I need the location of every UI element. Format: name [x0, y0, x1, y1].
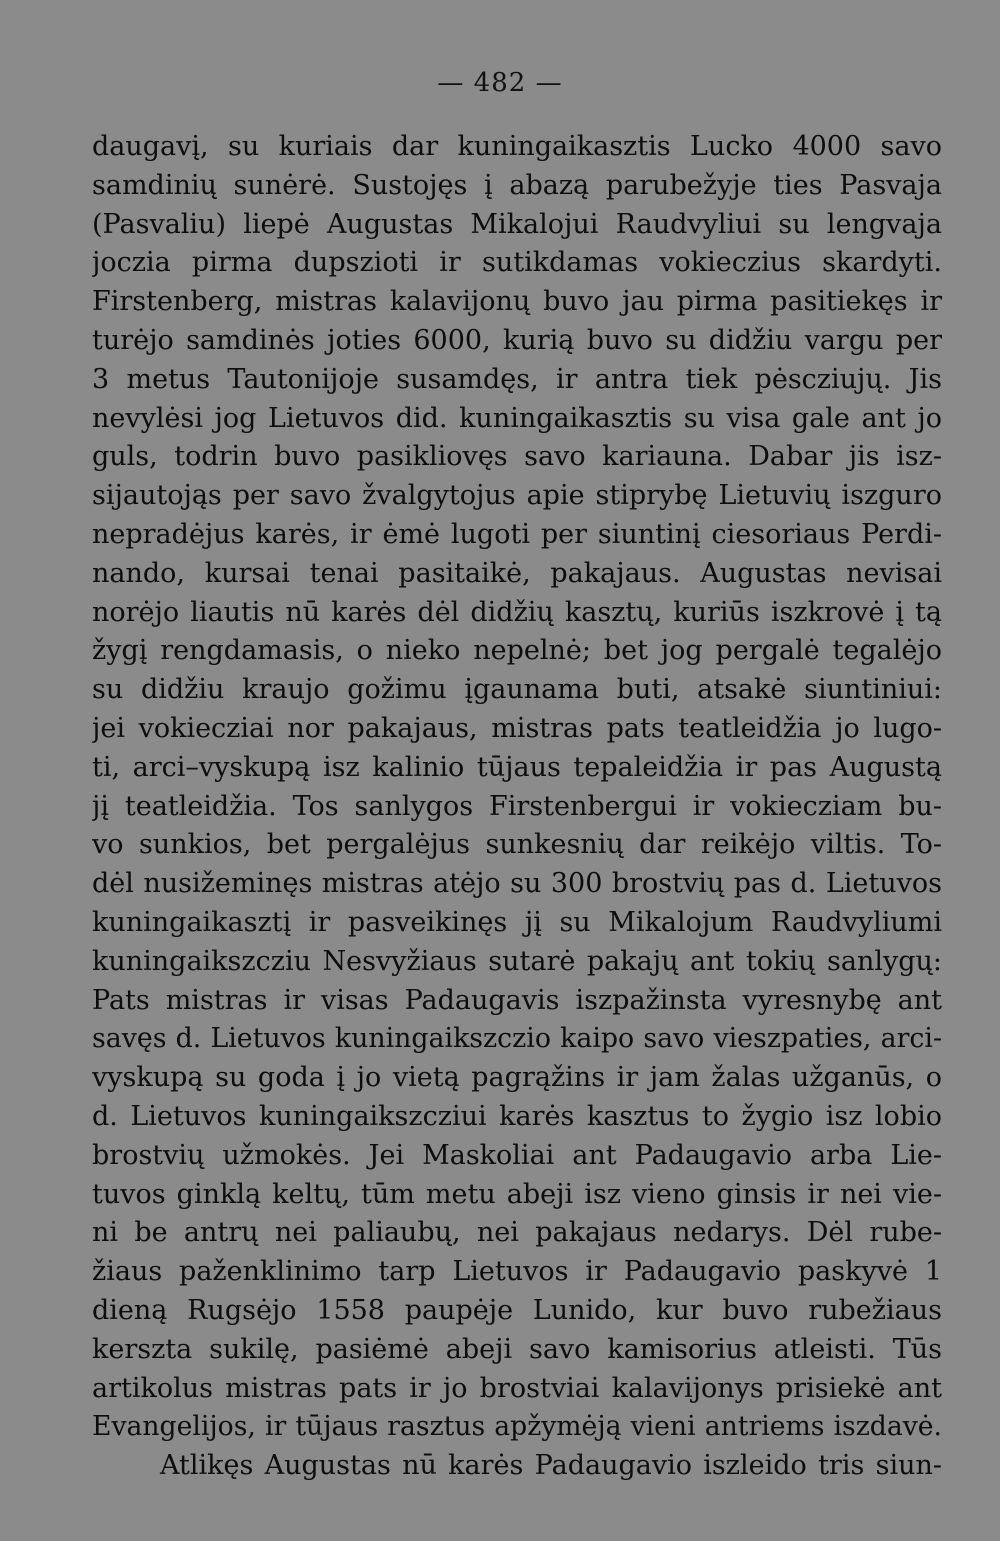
text-line: Evangelijos, ir tūjaus rasztus apžymėją vieni antriems iszdavė.	[92, 1411, 942, 1443]
body-text	[92, 128, 942, 1486]
text-line: brostvių užmokės. Jei Maskoliai ant Padaugavio arba Lie-	[92, 1139, 942, 1171]
text-line: kuningaikszcziu Nesvyžiaus sutarė pakajų ant tokių sanlygų:	[92, 945, 942, 977]
text-line: nando, kursai tenai pasitaikė, pakajaus. Augustas nevisai	[92, 557, 942, 589]
text-line: žiaus paženklinimo tarp Lietuvos ir Padaugavio paskyvė 1	[92, 1256, 942, 1288]
text-line: žygį rengdamasis, o nieko nepelnė; bet jog pergalė tegalėjo	[92, 635, 942, 667]
text-line: Firstenberg, mistras kalavijonų buvo jau pirma pasitiekęs ir	[92, 286, 942, 318]
text-line: jei vokiecziai nor pakajaus, mistras pats teatleidžia jo lugo-	[92, 712, 942, 744]
text-line: sijautojąs per savo žvalgytojus apie stiprybę Lietuvių iszguro	[92, 480, 942, 512]
text-line: ni be antrų nei paliaubų, nei pakajaus nedarys. Dėl rube-	[92, 1217, 942, 1249]
text-line: d. Lietuvos kuningaikszcziui karės kasztus to žygio isz lobio	[92, 1100, 942, 1132]
text-line: norėjo liautis nū karės dėl didžių kasztų, kuriūs iszkrovė į tą	[92, 596, 942, 628]
text-line: artikolus mistras pats ir jo brostviai kalavijonys prisiekė ant	[92, 1372, 942, 1404]
text-line: samdinių sunėrė. Sustojęs į abazą parubežyje ties Pasvaja	[92, 169, 942, 201]
text-line: kuningaikasztį ir pasveikinęs jį su Mikalojum Raudvyliumi	[92, 906, 942, 938]
text-line: tuvos ginklą keltų, tūm metu abeji isz vieno ginsis ir nei vie-	[92, 1178, 942, 1210]
text-line: dieną Rugsėjo 1558 paupėje Lunido, kur buvo rubežiaus	[92, 1294, 942, 1326]
text-line: nevylėsi jog Lietuvos did. kuningaikasztis su visa gale ant jo	[92, 402, 942, 434]
text-line: savęs d. Lietuvos kuningaikszczio kaipo savo vieszpaties, arci-	[92, 1023, 942, 1055]
text-line: dėl nusižeminęs mistras atėjo su 300 brostvių pas d. Lietuvos	[92, 868, 942, 900]
text-line: su didžiu kraujo gožimu įgaunama buti, atsakė siuntiniui:	[92, 674, 942, 706]
text-line: kerszta sukilę, pasiėmė abeji savo kamisorius atleisti. Tūs	[92, 1333, 942, 1365]
text-line: vo sunkios, bet pergalėjus sunkesnių dar reikėjo viltis. To-	[92, 829, 942, 861]
text-line: jį teatleidžia. Tos sanlygos Firstenbergui ir vokiecziam bu-	[92, 790, 942, 822]
text-line: (Pasvaliu) liepė Augustas Mikalojui Raudvyliui su lengvaja	[92, 208, 942, 240]
text-line: 3 metus Tautonijoje susamdęs, ir antra tiek pėscziujų. Jis	[92, 363, 942, 395]
text-line: joczia pirma dupszioti ir sutikdamas vokieczius skardyti.	[92, 247, 942, 279]
page-number: — 482 —	[437, 68, 563, 98]
text-line: Pats mistras ir visas Padaugavis iszpažinsta vyresnybę ant	[92, 984, 942, 1016]
text-line: guls, todrin buvo pasikliovęs savo kariauna. Dabar jis isz-	[92, 441, 942, 473]
text-line: vyskupą su goda į jo vietą pagrąžins ir jam žalas užganūs, o	[92, 1062, 942, 1094]
text-line: Atlikęs Augustas nū karės Padaugavio iszleido tris siun-	[160, 1450, 942, 1482]
text-line: nepradėjus karės, ir ėmė lugoti per siuntinį ciesoriaus Perdi-	[92, 518, 942, 550]
text-line: turėjo samdinės joties 6000, kurią buvo su didžiu vargu per	[92, 324, 942, 356]
text-line: daugavį, su kuriais dar kuningaikasztis Lucko 4000 savo	[92, 131, 942, 162]
text-line: ti, arci–vyskupą isz kalinio tūjaus tepaleidžia ir pas Augustą	[92, 751, 942, 783]
